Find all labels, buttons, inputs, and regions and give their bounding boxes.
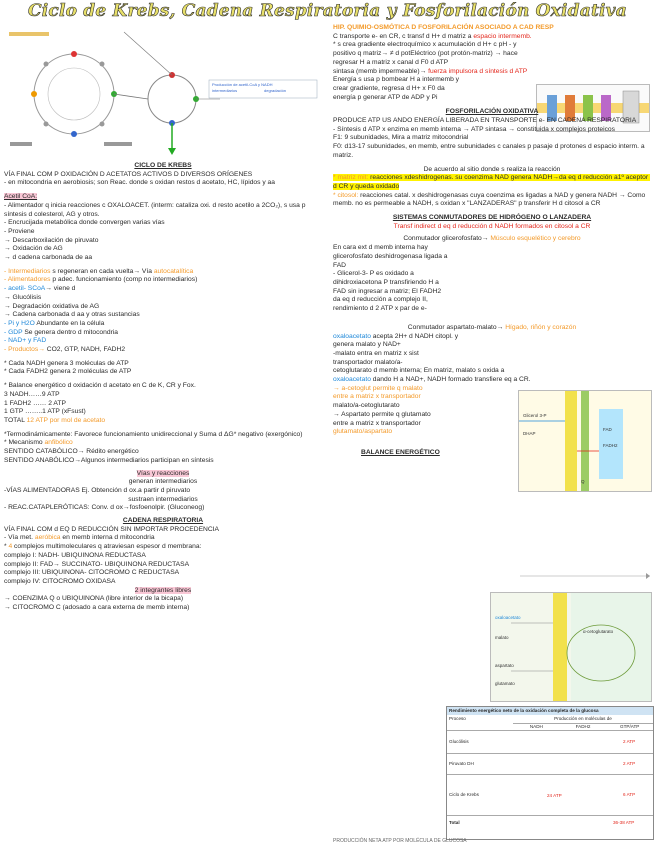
productos-text: CO2, GTP, NADH, FADH2 bbox=[44, 346, 126, 354]
fo-line: F0: d13-17 subunidades, en memb, entre subunidades c canales p pasaje d protones d espacio interm. a matriz. bbox=[333, 143, 647, 159]
left-column bbox=[4, 162, 322, 613]
asp-fig-label-4: glutamato bbox=[495, 681, 515, 686]
krebs-intro-2: - en mitocondria en aerobiosis; son Reac. donde s oxidan restos d acetato, HC, lípidos y aa bbox=[4, 179, 275, 187]
autocatalitica: autocatalítica bbox=[153, 267, 194, 275]
atp-line: * Cada FADH2 genera 2 moléculas de ATP bbox=[4, 368, 132, 376]
table-head-production: Producción en moléculas de bbox=[513, 715, 653, 724]
inter-label: - Intermediarios bbox=[4, 267, 51, 275]
table-title: Rendimiento energético neto de la oxidación completa de la glucosa bbox=[447, 707, 653, 715]
krebs-intro-1: VÍA FINAL COM P OXIDACIÓN D ACETATOS ACTIVOS D DIVERSOS ORÍGENES bbox=[4, 170, 253, 178]
termo-line: *Termodinámicamente: Favorece funcionamiento unidireccional y Suma d ΔG* negativo (exergónico) bbox=[4, 430, 303, 438]
table-head-gtp: GTP/ATP bbox=[620, 724, 640, 729]
asp-line: transportador malato/a- bbox=[333, 358, 403, 366]
gdp-label: - GDP bbox=[4, 328, 23, 336]
glic-line: FAD sin ingresar a matriz; El FADH2 bbox=[333, 287, 442, 295]
asp-line: cetoglutarato d memb interna; En matriz, malato s oxida a bbox=[333, 367, 505, 375]
loc-heading: De acuerdo al sitio donde s realiza la reacción bbox=[423, 165, 561, 173]
alim-label: - Alimentadores bbox=[4, 276, 51, 284]
fo-line: F1: 9 subunidades, Mira a matriz mitocondrial bbox=[333, 134, 469, 142]
glic-label: Conmutador glicerofosfato→ bbox=[403, 235, 491, 243]
fo-line: - Síntesis d ATP x enzima en memb interna → ATP sintasa → constituida x complejos proteicos bbox=[333, 125, 615, 133]
asp-fig-label-1: oxaloacetato bbox=[495, 615, 521, 620]
krebs-cycle-diagram bbox=[4, 24, 322, 156]
table-value: 36-38 ATP bbox=[613, 820, 635, 825]
asp-label: Conmutador aspartato-malato→ bbox=[407, 323, 506, 331]
hip-heading: HIP. QUIMIO-OSMÓTICA D FOSFORILACIÓN ASOCIADO A CAD RESP bbox=[333, 24, 554, 31]
table-value: 6 ATP bbox=[623, 792, 636, 797]
inter-text: s regeneran en cada vuelta→ Vía bbox=[50, 267, 154, 275]
pi-text: Abundante en la célula bbox=[34, 319, 105, 327]
krebs-side-cycle bbox=[114, 32, 220, 155]
asp-fig-label-3: aspartato bbox=[495, 663, 514, 668]
total-value: 12 ATP por mol de acetato bbox=[26, 416, 106, 424]
cr-line-1: VÍA FINAL COM d EQ D REDUCCIÓN SIN IMPORTAR PROCEDENCIA bbox=[4, 525, 220, 533]
sis-sub: Transf indirect d eq d reducción d NADH formados en citosol a CR bbox=[393, 222, 591, 230]
table-value: 2 ATP bbox=[623, 761, 636, 766]
table-head-nadh: NADH bbox=[529, 724, 543, 729]
sentido-line: SENTIDO ANABÓLICO→Algunos intermediarios participan en síntesis bbox=[4, 456, 214, 464]
asp-line: genera malato y NAD+ bbox=[333, 341, 401, 349]
footer-note: PRODUCCIÓN NETA ATP POR MOLÉCULA DE GLUCOSA bbox=[333, 838, 467, 844]
source-line: → Glucólisis bbox=[4, 293, 42, 301]
asp-line-1: acepta 2H+ d NADH citopl. y bbox=[370, 332, 459, 340]
acetil-line: - Encrucijada metabólica donde convergen varias vías bbox=[4, 219, 165, 227]
oxaloacetato-1: oxaloacetato bbox=[333, 332, 371, 340]
anfibolico: anfibólico bbox=[44, 439, 73, 447]
total-label: TOTAL bbox=[4, 416, 27, 424]
acetil-line: → d cadena carbonada de aa bbox=[4, 254, 93, 262]
fo-line: PRODUCE ATP US ANDO ENERGÍA LIBERADA EN TRANSPORTE e- EN CADENA RESPIRATORIA bbox=[333, 117, 637, 125]
asp-fig-label-2: malato bbox=[495, 635, 509, 640]
glic-line: En cara ext d memb interna hay bbox=[333, 244, 428, 252]
complejo-line: complejo II: FAD→ SUCCINATO- UBIQUINONA REDUCTASA bbox=[4, 560, 190, 568]
p1-line: * s crea gradiente electroquímico x acumulación d H+ c pH - y bbox=[333, 41, 517, 49]
asp-tissue: Hígado, riñón y corazón bbox=[505, 323, 577, 331]
krebs-heading: CICLO DE KREBS bbox=[134, 162, 192, 169]
krebs-cycle-ring bbox=[31, 51, 117, 137]
p1-energy: crear gradiente, regresa d H+ x F0 da bbox=[333, 84, 445, 92]
libres-heading: 2 integrantes libres bbox=[134, 586, 192, 594]
cr-line-3c: complejos multimoleculares q atraviesan espesor d membrana: bbox=[12, 543, 202, 551]
table-head-fadh: FADH2 bbox=[575, 724, 591, 729]
alim-text: p adec. funcionamiento (comp no intermediarios) bbox=[50, 276, 198, 284]
legend-text-3: degradación bbox=[264, 88, 287, 93]
table-value-24: 24 ATP bbox=[547, 793, 562, 798]
cr-line-2c: en memb interna d mitocondria bbox=[60, 534, 155, 542]
cr-heading: CADENA RESPIRATORIA bbox=[122, 517, 204, 525]
cr-four: 4 bbox=[8, 543, 13, 551]
table-head-process: Proceso bbox=[449, 716, 466, 721]
p1-energy: energía p generar ATP de ADP y Pi bbox=[333, 93, 438, 101]
balance-line: * Balance energético d oxidación d acetato en C de K, CR y Fox. bbox=[4, 382, 196, 390]
table-row-label: Ciclo de Krebs bbox=[449, 792, 479, 797]
p1-energy: Energía s usa p bombear H a intermemb y bbox=[333, 76, 460, 84]
nad-label: - NAD+ y FAD bbox=[4, 337, 47, 345]
libres-line: → COENZIMA Q o UBIQUINONA (libre interior de la bicapa) bbox=[4, 595, 184, 603]
acetil-scoa: - acetil- SCoA bbox=[4, 285, 46, 293]
citosol-text: reacciones catal. x deshidrogenasas cuya coenzima es ligadas a NAD y genera NADH → Como memb. no es permeable a NADH, s oxidan x "LANZADERAS" p transferir H d citosol a CR bbox=[333, 191, 648, 208]
glic-label-4: FADH2 bbox=[603, 443, 618, 448]
complejo-line: complejo I: NADH- UBIQUINONA REDUCTASA bbox=[4, 551, 146, 559]
table-value: 2 ATP bbox=[623, 739, 636, 744]
balance-line: 1 GTP ……..1 ATP (xFsust) bbox=[4, 408, 86, 416]
balance-table bbox=[446, 706, 654, 840]
vias-line: -VÍAS ALIMENTADORAS Ej. Obtención d ox.a partir d piruvato bbox=[4, 486, 191, 494]
matriz-text: reacciones xdeshidrogenas. su coenzima NAD genera NADH→da eq d reducción a1º aceptor d CR y queda oxidado bbox=[333, 174, 650, 190]
asp-line-10: entre a matriz x transportador bbox=[333, 419, 421, 427]
asp-line-6: → a-cetoglut permite q malato bbox=[333, 384, 423, 392]
source-line: → Cadena carbonada d aa y otras sustancias bbox=[4, 311, 140, 319]
asp-transport-strip bbox=[520, 570, 650, 582]
acetil-line: - Proviene bbox=[4, 227, 35, 235]
glic-line: FAD bbox=[333, 261, 347, 269]
cr-line-3a: * bbox=[4, 543, 9, 551]
cr-line-2a: - Vía met. bbox=[4, 534, 35, 542]
libres-line: → CITOCROMO C (adosado a cara externa de memb interna) bbox=[4, 604, 190, 612]
atp-line: * Cada NADH genera 3 moléculas de ATP bbox=[4, 359, 129, 367]
page-title: Ciclo de Krebs, Cadena Respiratoria y Fosforilación Oxidativa bbox=[28, 1, 627, 21]
acetil-line: → Oxidación de AG bbox=[4, 245, 63, 253]
vias-line: sustraen intermediarios bbox=[128, 495, 198, 503]
legend-text-1: Producción de acetil-CoA y NADH bbox=[212, 82, 273, 87]
glic-tissue: Músculo esquelético y cerebro bbox=[490, 235, 581, 243]
complejo-line: complejo IV: CITOCROMO OXIDASA bbox=[4, 577, 116, 585]
complejo-line: complejo III: UBIQUINONA- CITOCROMO C REDUCTASA bbox=[4, 569, 180, 577]
krebs-cycle-svg bbox=[4, 24, 322, 156]
vias-heading: Vías y reacciones bbox=[136, 469, 190, 477]
balance-heading: BALANCE ENERGÉTICO bbox=[361, 448, 440, 456]
acetil-heading: Acetil CoA: bbox=[4, 193, 38, 201]
glic-label-2: DHAP bbox=[523, 431, 536, 436]
glic-line: da eq d reducción a complejo II, bbox=[333, 296, 428, 304]
asp-line-8: malato/a-cetoglutarato bbox=[333, 402, 400, 410]
vias-sub: generan intermediarios bbox=[128, 478, 198, 486]
mecanismo-label: * Mecanismo bbox=[4, 439, 45, 447]
table-row-label: Total bbox=[449, 820, 460, 825]
asp-fig-label-5: α-cetoglutarato bbox=[583, 629, 614, 634]
citosol: * citosol: bbox=[333, 191, 359, 199]
asp-line: -malato entra en matriz x sist bbox=[333, 349, 419, 357]
sentido-line: SENTIDO CATABÓLICO→ Rédito energético bbox=[4, 448, 139, 456]
sis-heading: SISTEMAS CONMUTADORES DE HIDRÓGENO O LANZADERA bbox=[392, 214, 592, 222]
glic-line: rendimiento d 2 ATP x par de e- bbox=[333, 305, 427, 313]
productos-label: - Productos→ bbox=[4, 346, 45, 354]
balance-line: 3 NADH……9 ATP bbox=[4, 390, 60, 398]
acetil-line: - Alimentador q inicia reacciones c OXALOACET. (interm: cataliza oxi. d resto acetilo a 2CO₂), s usa p síntesis d colesterol, AG y otros. bbox=[4, 201, 308, 218]
aspartato-malato-diagram bbox=[490, 592, 652, 702]
fo-heading: FOSFORILACIÓN OXIDATIVA bbox=[445, 108, 539, 116]
glicerofosfato-diagram bbox=[518, 390, 652, 492]
balance-line: 1 FADH2 …… 2 ATP bbox=[4, 399, 66, 407]
glic-label-3: FAD bbox=[603, 427, 612, 432]
fuerza-impulsora: fuerza impulsora d síntesis d ATP bbox=[428, 67, 528, 75]
table-row-label: Glucólisis bbox=[449, 739, 469, 744]
asp-line-9: → Aspartato permite q glutamato bbox=[333, 410, 431, 418]
glic-line: dihidroxiacetona P transfiriendo H a bbox=[333, 278, 439, 286]
oxaloacetato-2: oxaloacetato bbox=[333, 376, 371, 384]
aerobica: aeróbica bbox=[34, 534, 61, 542]
acetil-line: → Descarboxilación de piruvato bbox=[4, 236, 99, 244]
glic-label-5: Q bbox=[581, 479, 585, 484]
gdp-text: Se genera dentro d mitocondria bbox=[22, 328, 119, 336]
krebs-legend-box bbox=[209, 80, 317, 98]
glic-line: - Glicerol-3- P es oxidado a bbox=[333, 270, 414, 278]
p1-line: positivo q matriz→ ≠ d potEléctrico (pot protón-matriz) → hace bbox=[333, 50, 518, 58]
matriz-mit: * matriz mit: bbox=[333, 174, 369, 182]
table-row-label: Piruvato DH bbox=[449, 761, 474, 766]
asp-line-7: entre a matriz x transportador bbox=[333, 393, 421, 401]
vias-line: - REAC.CATAPLERÓTICAS: Conv. d ox→fosfoenolpir. (Gluconeog) bbox=[4, 504, 205, 512]
source-line: → Degradación oxidativa de AG bbox=[4, 302, 100, 310]
glic-line: glicerofosfato deshidrogenasa ligada a bbox=[333, 252, 448, 260]
pi-label: - Pi y H2O bbox=[4, 319, 35, 327]
p1-sintasa: sintasa (memb impermeable)→ bbox=[333, 67, 429, 75]
glic-label-1: Glicerol 3-P bbox=[523, 413, 547, 418]
legend-text-2: intermediarios bbox=[212, 88, 238, 93]
viene-d: → viene d bbox=[45, 285, 76, 293]
p1-text: C transporte e- en CR, c transf d H+ d matriz a bbox=[333, 32, 474, 40]
p1-line: regresar H a matriz x canal d F0 d ATP bbox=[333, 58, 449, 66]
espacio-intermemb: espacio intermemb. bbox=[473, 32, 532, 40]
asp-line-5: dando H a NAD+, NADH formado transfiere eq a CR. bbox=[370, 376, 531, 384]
asp-line-11: glutamato/aspartato bbox=[333, 428, 393, 436]
